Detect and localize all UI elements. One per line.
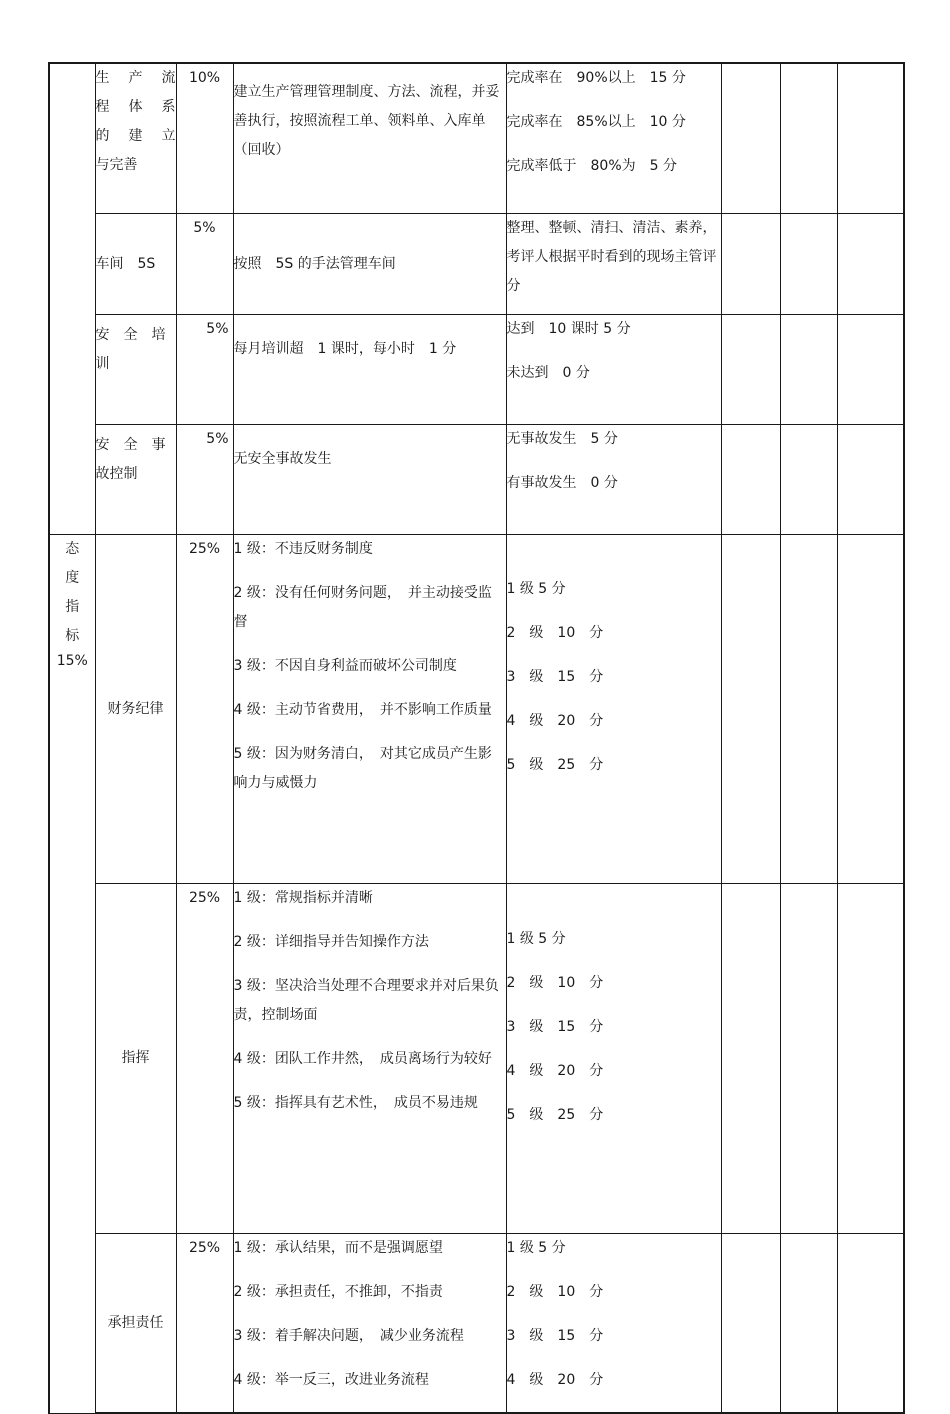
- blank-cell: [837, 425, 904, 535]
- blank-cell: [721, 315, 780, 425]
- item-score: 1 级 5 分 2 级 10 分 3 级 15 分 4 级 20 分: [506, 1234, 721, 1414]
- blank-cell: [721, 214, 780, 315]
- item-content: 1 级：承认结果，而不是强调愿望 2 级：承担责任，不推卸，不指责 3 级：着手解决问题， 减少业务流程 4 级：举一反三，改进业务流程: [233, 1234, 506, 1414]
- table-row: [49, 315, 904, 425]
- item-content: 建立生产管理管理制度、方法、流程，并妥善执行，按照流程工单、领料单、入库单（回收）: [233, 63, 506, 214]
- item-weight: 25%: [176, 884, 233, 1234]
- item-weight: 5%: [176, 315, 233, 425]
- item-weight: 5%: [176, 214, 233, 315]
- blank-cell: [837, 535, 904, 884]
- blank-cell: [837, 884, 904, 1234]
- blank-cell: [837, 315, 904, 425]
- table-row: [49, 884, 904, 1234]
- item-name: 安 全 事故控制: [95, 425, 176, 535]
- blank-cell: [721, 425, 780, 535]
- blank-cell: [780, 884, 837, 1234]
- blank-cell: [837, 214, 904, 315]
- item-name: 指挥: [95, 884, 176, 1234]
- item-weight: 10%: [176, 63, 233, 214]
- blank-cell: [780, 1234, 837, 1414]
- blank-cell: [780, 315, 837, 425]
- item-content: 按照 5S 的手法管理车间: [233, 214, 506, 315]
- blank-cell: [780, 63, 837, 214]
- blank-cell: [721, 63, 780, 214]
- item-content: 1 级：不违反财务制度 2 级：没有任何财务问题， 并主动接受监督 3 级：不因自身利益而破坏公司制度 4 级：主动节省费用， 并不影响工作质量 5 级：因为财务清白， 对其它成员产生影响力与威慑力: [233, 535, 506, 884]
- blank-cell: [780, 425, 837, 535]
- table-row: [49, 63, 904, 214]
- item-content: 1 级：常规指标并清晰 2 级：详细指导并告知操作方法 3 级：坚决洽当处理不合理要求并对后果负责，控制场面 4 级：团队工作井然， 成员离场行为较好 5 级：指挥具有艺术性， 成员不易违规: [233, 884, 506, 1234]
- item-score: 1 级 5 分 2 级 10 分 3 级 15 分 4 级 20 分 5 级 25 分: [506, 884, 721, 1234]
- category-attitude: 态 度 指 标 15%: [49, 535, 95, 1414]
- item-name: 车间 5S: [95, 214, 176, 315]
- category-cell-empty: [49, 63, 95, 535]
- item-weight: 25%: [176, 1234, 233, 1414]
- blank-cell: [780, 535, 837, 884]
- item-content: 无安全事故发生: [233, 425, 506, 535]
- blank-cell: [721, 535, 780, 884]
- item-content: 每月培训超 1 课时，每小时 1 分: [233, 315, 506, 425]
- item-weight: 5%: [176, 425, 233, 535]
- blank-cell: [721, 884, 780, 1234]
- item-weight: 25%: [176, 535, 233, 884]
- item-score: 整理、整顿、清扫、清洁、素养，考评人根据平时看到的现场主管评分: [506, 214, 721, 315]
- table-row: [49, 214, 904, 315]
- item-score: 达到 10 课时 5 分 未达到 0 分: [506, 315, 721, 425]
- table-row: [49, 425, 904, 535]
- item-name: 承担责任: [95, 1234, 176, 1414]
- blank-cell: [837, 63, 904, 214]
- evaluation-table: [48, 62, 905, 1414]
- item-name: 安 全 培训: [95, 315, 176, 425]
- table-row: [49, 1234, 904, 1414]
- item-name: 财务纪律: [95, 535, 176, 884]
- blank-cell: [780, 214, 837, 315]
- blank-cell: [721, 1234, 780, 1414]
- item-name: 生 产 流 程 体 系 的 建 立 与完善: [95, 63, 176, 214]
- item-score: 完成率在 90%以上 15 分 完成率在 85%以上 10 分 完成率低于 80%为 5 分: [506, 63, 721, 214]
- item-score: 无事故发生 5 分 有事故发生 0 分: [506, 425, 721, 535]
- item-score: 1 级 5 分 2 级 10 分 3 级 15 分 4 级 20 分 5 级 25 分: [506, 535, 721, 884]
- blank-cell: [837, 1234, 904, 1414]
- table-row: [49, 535, 904, 884]
